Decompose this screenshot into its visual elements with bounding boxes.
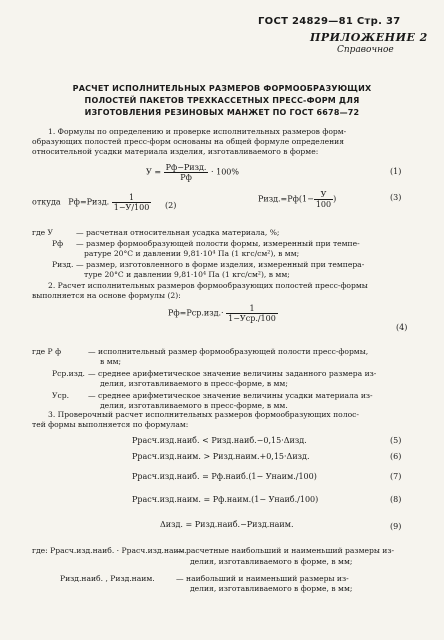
def2-sym-3: Pср.изд. (52, 369, 85, 378)
formula-2: откуда Pф=Pизд. $\frac{1}{1-У/100}$ (32, 193, 150, 212)
def2-text-1: — исполнительный размер формообразующей полости пресс-формы, (88, 347, 369, 356)
formula-9: Δизд. = Pизд.наиб.−Pизд.наим. (160, 520, 294, 529)
def1-sym-1: где У (32, 228, 54, 237)
formula-4-number: (4) (396, 323, 408, 332)
formula-7-number: (7) (390, 472, 402, 481)
formula-6: Pрасч.изд.наим. > Pизд.наим.+0,15·Δизд. (132, 452, 310, 461)
def1-text-1: — расчетная относительная усадка материала, %; (76, 228, 280, 237)
formula-5-number: (5) (390, 436, 402, 445)
def2-text-6: делия, изготавливаемого в пресс-форме, в мм. (100, 401, 288, 410)
def3-text-2: делия, изготавливаемого в форме, в мм; (190, 557, 353, 566)
formula-1: У = $\frac{\text{Pф−Pизд.}}{Pф}$ · 100% (146, 163, 239, 182)
formula-6-number: (6) (390, 452, 402, 461)
para3-line1: 3. Проверочный расчет исполнительных размеров формообразующих полос- (48, 410, 359, 419)
formula-8: Pрасч.изд.наим. = Pф.наим.(1− Унаиб./100) (132, 495, 319, 504)
formula-3-number: (3) (390, 193, 402, 202)
formula-9-number: (9) (390, 522, 402, 531)
formula-1-number: (1) (390, 167, 402, 176)
appendix-subtitle: Справочное (337, 45, 394, 55)
def1-text-5: туре 20°С и давлении 9,81·10⁴ Па (1 кгс/см²), в мм; (84, 270, 290, 279)
def1-text-2: — размер формообразующей полости формы, измеренный при темпе- (76, 239, 360, 248)
doc-title-line2: ПОЛОСТЕЙ ПАКЕТОВ ТРЕХКАССЕТНЫХ ПРЕСС-ФОРМ ДЛЯ (84, 96, 360, 105)
para3-line2: тей формы выполняется по формулам: (32, 420, 189, 429)
formula-2-number: (2) (165, 201, 177, 210)
appendix-title: ПРИЛОЖЕНИЕ 2 (310, 31, 428, 44)
formula-7: Pрасч.изд.наиб. = Pф.наиб.(1− Унаим./100) (132, 472, 317, 481)
def1-text-4: — размер, изготовленного в форме изделия, измеренный при темпера- (76, 260, 365, 269)
para1-line1: 1. Формулы по определению и проверке исполнительных размеров форм- (48, 127, 347, 136)
def2-text-5: — среднее арифметическое значение величины усадки материала из- (88, 391, 373, 400)
formula-8-number: (8) (390, 495, 402, 504)
para1-line3: относительной усадки материала изделия, изготавливаемого в форме: (32, 147, 319, 156)
def2-text-3: — среднее арифметическое значение величины заданного размера из- (88, 369, 377, 378)
para1-line2: образующих полостей пресс-форм основаны на общей формуле определения (32, 137, 345, 146)
def3-text-1: — расчетные наибольший и наименьший размеры из- (176, 546, 395, 555)
def2-sym-5: Уср. (52, 391, 70, 400)
formula-4: Pф=Pср.изд.· $\frac{1}{\text{1−Уср./100}}$ (168, 304, 276, 323)
def3-sym-3: Pизд.наиб. , Pизд.наим. (60, 574, 155, 583)
def2-text-4: делия, изготавливаемого в пресс-форме, в мм; (100, 379, 288, 388)
def3-text-4: делия, изготавливаемого в форме, в мм; (190, 584, 353, 593)
para2-line1: 2. Расчет исполнительных размеров формообразующих полостей пресс-формы (48, 281, 368, 290)
def1-text-3: ратуре 20°С и давлении 9,81·10⁴ Па (1 кгс/см²), в мм; (84, 249, 300, 258)
def1-sym-4: Pизд. (52, 260, 74, 269)
para2-line2: выполняется на основе формулы (2): (32, 291, 181, 300)
def3-sym-1: где: Pрасч.изд.наиб. · Pрасч.изд.наим. (32, 546, 187, 555)
standard-header: ГОСТ 24829—81 Стр. 37 (258, 16, 401, 27)
def2-text-2: в мм; (100, 357, 122, 366)
doc-title-line1: РАСЧЕТ ИСПОЛНИТЕЛЬНЫХ РАЗМЕРОВ ФОРМООБРАЗУЮЩИХ (72, 84, 372, 93)
formula-5: Pрасч.изд.наиб. < Pизд.наиб.−0,15·Δизд. (132, 436, 307, 445)
def3-text-3: — наибольший и наименьший размеры из- (176, 574, 349, 583)
doc-title-line3: ИЗГОТОВЛЕНИЯ РЕЗИНОВЫХ МАНЖЕТ ПО ГОСТ 6678—72 (84, 108, 360, 117)
formula-3: Pизд.=Pф(1− $\frac{У}{100}$ ) (258, 190, 337, 209)
def2-sym-1: где P ф (32, 347, 62, 356)
def1-sym-2: Pф (52, 239, 64, 248)
